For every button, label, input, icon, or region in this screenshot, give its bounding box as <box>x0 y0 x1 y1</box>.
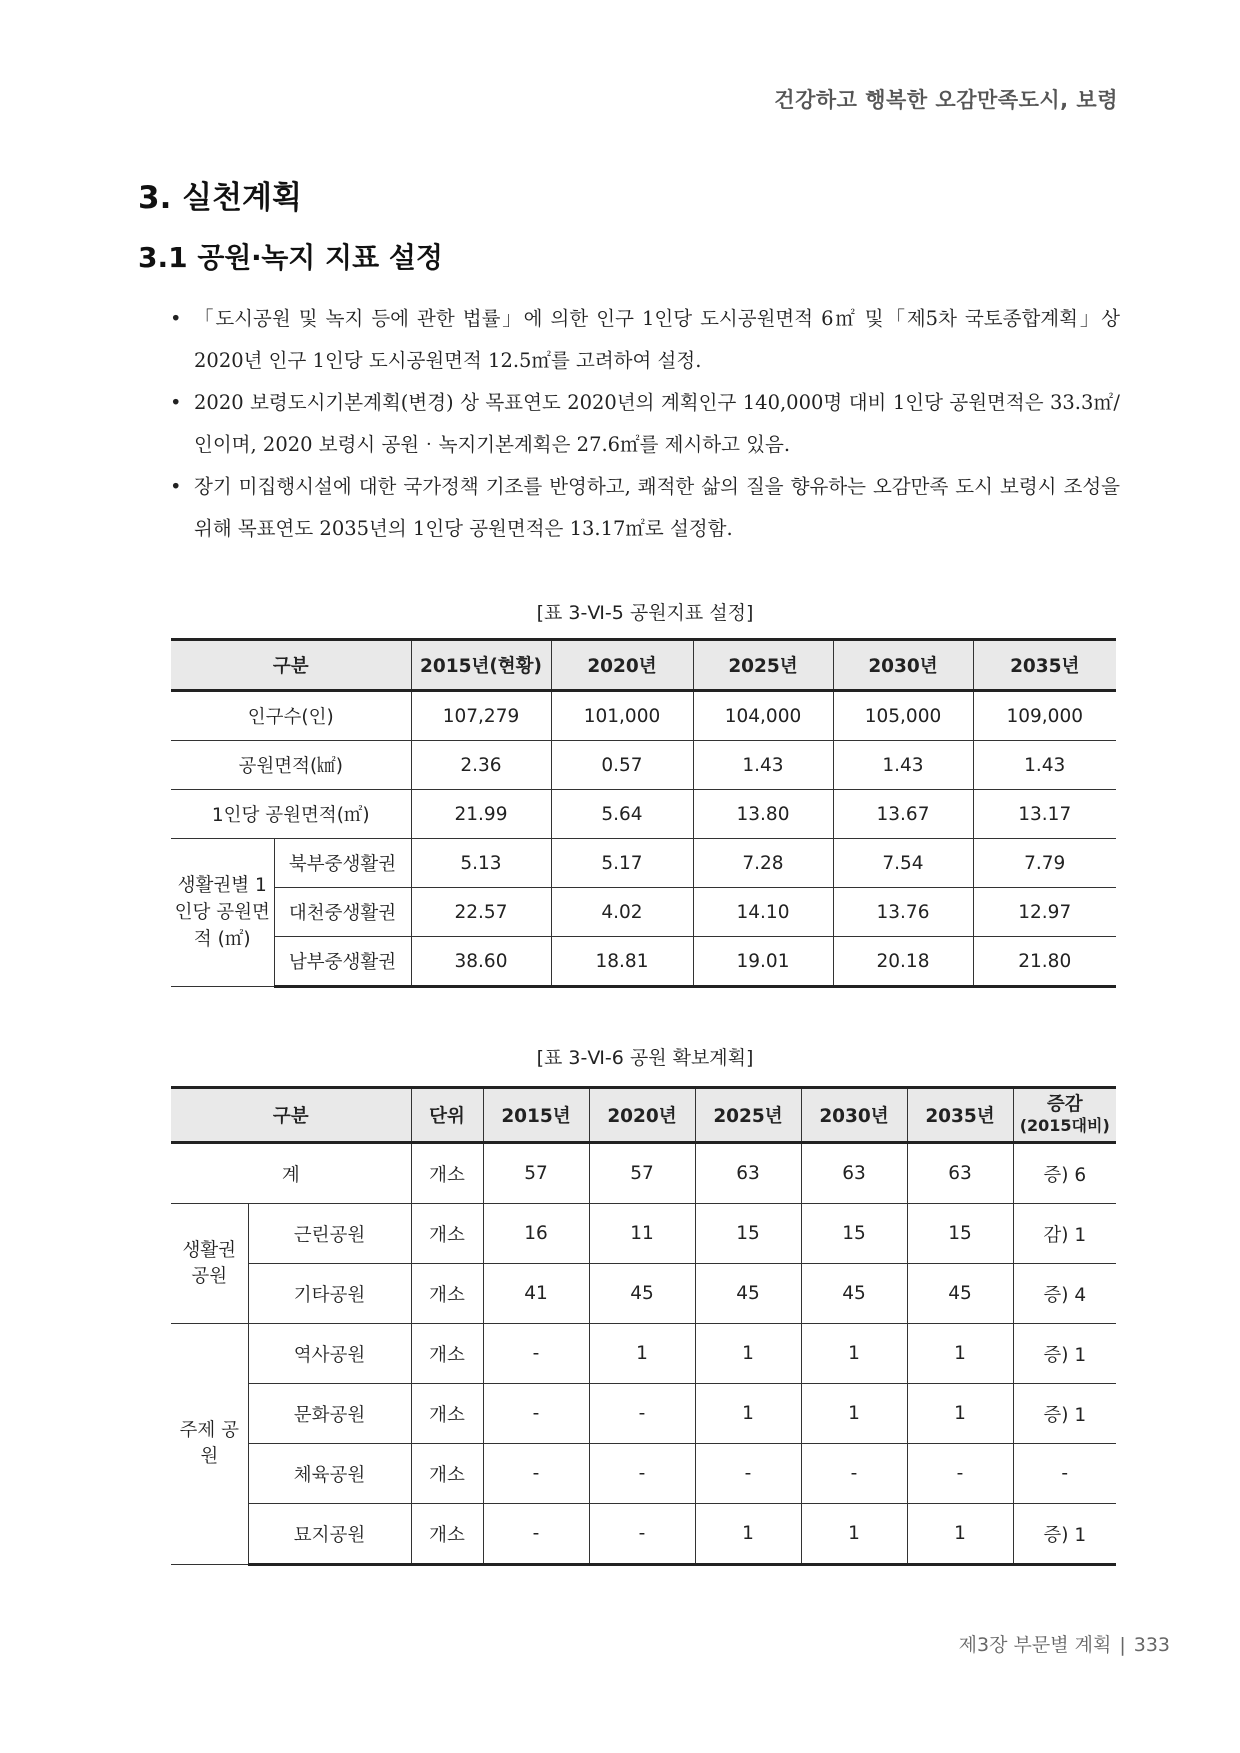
table-cell: 증) 6 <box>1013 1143 1116 1204</box>
table-cell: 개소 <box>411 1143 483 1204</box>
table-cell: 13.80 <box>693 790 833 839</box>
table-row <box>171 691 1116 741</box>
table-cell: - <box>589 1384 695 1444</box>
table-cell: 개소 <box>411 1204 483 1264</box>
table-cell: 14.10 <box>693 888 833 937</box>
table-cell: 105,000 <box>833 691 973 741</box>
row-label: 기타공원 <box>248 1264 411 1324</box>
row-label: 1인당 공원면적(㎡) <box>171 790 411 839</box>
table-cell: 5.13 <box>411 839 551 888</box>
table-cell: 7.28 <box>693 839 833 888</box>
table-cell: 45 <box>589 1264 695 1324</box>
footer-separator: | <box>1119 1634 1126 1656</box>
row-label: 역사공원 <box>248 1324 411 1384</box>
row-label: 북부중생활권 <box>274 839 411 888</box>
table-cell: 1 <box>695 1384 801 1444</box>
table-cell: 22.57 <box>411 888 551 937</box>
table-cell: 13.67 <box>833 790 973 839</box>
table-cell: 1 <box>907 1324 1013 1384</box>
table-cell: - <box>801 1444 907 1504</box>
header-cell: 2025년 <box>693 640 833 691</box>
table-cell: - <box>907 1444 1013 1504</box>
group-label: 생활권 공원 <box>171 1204 248 1324</box>
park-indicator-table <box>171 638 1116 988</box>
table-cell: 45 <box>907 1264 1013 1324</box>
table-row <box>171 1444 1116 1504</box>
header-cell: 2030년 <box>801 1088 907 1143</box>
header-cell: 2020년 <box>589 1088 695 1143</box>
table-row <box>171 741 1116 790</box>
header-cell: 2030년 <box>833 640 973 691</box>
table-row <box>171 1384 1116 1444</box>
table-cell: 4.02 <box>551 888 693 937</box>
row-label: 대천중생활권 <box>274 888 411 937</box>
table-header-row <box>171 1088 1116 1143</box>
table-cell: 38.60 <box>411 937 551 987</box>
table1-caption: [표 3-Ⅵ-5 공원지표 설정] <box>536 602 754 624</box>
table-cell: 1.43 <box>833 741 973 790</box>
table-cell: 13.17 <box>973 790 1116 839</box>
table-cell: 107,279 <box>411 691 551 741</box>
table-cell: - <box>483 1324 589 1384</box>
table-cell: - <box>483 1384 589 1444</box>
row-label: 계 <box>171 1143 411 1204</box>
table-cell: 11 <box>589 1204 695 1264</box>
table-cell: 1.43 <box>693 741 833 790</box>
table-row <box>171 839 1116 888</box>
table-cell: 16 <box>483 1204 589 1264</box>
table-cell: 12.97 <box>973 888 1116 937</box>
table-cell: - <box>695 1444 801 1504</box>
table-cell: 45 <box>801 1264 907 1324</box>
table-cell: 7.54 <box>833 839 973 888</box>
table-cell: 1 <box>801 1384 907 1444</box>
table-cell: 1 <box>695 1504 801 1565</box>
header-cell: 2020년 <box>551 640 693 691</box>
header-cell: 2025년 <box>695 1088 801 1143</box>
table-row <box>171 790 1116 839</box>
row-label: 체육공원 <box>248 1444 411 1504</box>
table-cell: 57 <box>483 1143 589 1204</box>
table-cell: 1 <box>801 1504 907 1565</box>
table-row <box>171 1264 1116 1324</box>
table-cell: 1.43 <box>973 741 1116 790</box>
row-label: 남부중생활권 <box>274 937 411 987</box>
table-cell: 21.99 <box>411 790 551 839</box>
table-cell: 63 <box>907 1143 1013 1204</box>
table-cell: 증) 1 <box>1013 1384 1116 1444</box>
row-label: 묘지공원 <box>248 1504 411 1565</box>
header-cell: 단위 <box>411 1088 483 1143</box>
group-label: 생활권별 1인당 공원면적 (㎡) <box>171 839 274 987</box>
table-cell: 감) 1 <box>1013 1204 1116 1264</box>
page-number: 333 <box>1133 1634 1170 1656</box>
table-cell: 개소 <box>411 1264 483 1324</box>
group-label: 주제 공원 <box>171 1324 248 1565</box>
table-cell: 0.57 <box>551 741 693 790</box>
table-cell: 1 <box>801 1324 907 1384</box>
table-row <box>171 1324 1116 1384</box>
table-cell: 개소 <box>411 1444 483 1504</box>
section-title: 3. 실천계획 <box>138 180 302 216</box>
header-cell: 2015년(현황) <box>411 640 551 691</box>
table-cell: - <box>589 1444 695 1504</box>
table-cell: 18.81 <box>551 937 693 987</box>
table-cell: 개소 <box>411 1504 483 1565</box>
table-cell: 57 <box>589 1143 695 1204</box>
table-cell: 1 <box>589 1324 695 1384</box>
subsection-title: 3.1 공원‧녹지 지표 설정 <box>138 241 443 274</box>
table-cell: 63 <box>695 1143 801 1204</box>
table-row <box>171 937 1116 987</box>
table-cell: 104,000 <box>693 691 833 741</box>
bullet-list <box>170 298 1120 550</box>
table-cell: - <box>483 1504 589 1565</box>
table-cell: - <box>483 1444 589 1504</box>
table-cell: 20.18 <box>833 937 973 987</box>
table-cell: 21.80 <box>973 937 1116 987</box>
header-cell: 구분 <box>171 1088 411 1143</box>
table-cell: 41 <box>483 1264 589 1324</box>
table-header-row <box>171 640 1116 691</box>
row-label: 문화공원 <box>248 1384 411 1444</box>
table-row <box>171 888 1116 937</box>
table-cell: 63 <box>801 1143 907 1204</box>
table-cell: 45 <box>695 1264 801 1324</box>
table-row <box>171 1204 1116 1264</box>
bullet-icon: • <box>170 475 182 498</box>
bullet-icon: • <box>170 391 182 414</box>
table-cell: 개소 <box>411 1324 483 1384</box>
table-cell: 109,000 <box>973 691 1116 741</box>
table-cell: 증) 1 <box>1013 1504 1116 1565</box>
table-cell: 1 <box>695 1324 801 1384</box>
table-cell: 증) 1 <box>1013 1324 1116 1384</box>
bullet-item: • 장기 미집행시설에 대한 국가정책 기조를 반영하고, 쾌적한 삶의 질을 향유하는 오감만족 도시 보령시 조성을 위해 목표연도 2035년의 1인당 공원면적은 13.17㎡로 설정함. <box>170 466 1120 550</box>
table-cell: 101,000 <box>551 691 693 741</box>
running-header: 건강하고 행복한 오감만족도시, 보령 <box>774 88 1118 112</box>
header-cell: 2015년 <box>483 1088 589 1143</box>
table-cell: 1 <box>907 1504 1013 1565</box>
table-row <box>171 1504 1116 1565</box>
table-cell: - <box>589 1504 695 1565</box>
footer-chapter: 제3장 부문별 계획 <box>958 1634 1112 1656</box>
table-row <box>171 1143 1116 1204</box>
table-cell: 7.79 <box>973 839 1116 888</box>
table-cell: 15 <box>695 1204 801 1264</box>
table-cell: - <box>1013 1444 1116 1504</box>
row-label: 근린공원 <box>248 1204 411 1264</box>
page-footer <box>959 1630 1170 1657</box>
table-cell: 1 <box>907 1384 1013 1444</box>
table-cell: 증) 4 <box>1013 1264 1116 1324</box>
table-cell: 5.17 <box>551 839 693 888</box>
table-cell: 5.64 <box>551 790 693 839</box>
bullet-item: • 2020 보령도시기본계획(변경) 상 목표연도 2020년의 계획인구 140,000명 대비 1인당 공원면적은 33.3㎡/인이며, 2020 보령시 공원‧녹지기본계획은 27.6㎡를 제시하고 있음. <box>170 382 1120 466</box>
header-cell: 구분 <box>171 640 411 691</box>
header-cell: 2035년 <box>973 640 1116 691</box>
row-label: 인구수(인) <box>171 691 411 741</box>
table2-caption: [표 3-Ⅵ-6 공원 확보계획] <box>536 1047 754 1069</box>
table-cell: 13.76 <box>833 888 973 937</box>
header-cell: 증감 (2015대비) <box>1013 1088 1116 1143</box>
table-cell: 2.36 <box>411 741 551 790</box>
header-cell: 2035년 <box>907 1088 1013 1143</box>
table-cell: 15 <box>907 1204 1013 1264</box>
bullet-icon: • <box>170 307 182 330</box>
row-label: 공원면적(㎢) <box>171 741 411 790</box>
table-cell: 개소 <box>411 1384 483 1444</box>
park-supply-plan-table <box>171 1086 1116 1566</box>
table-cell: 15 <box>801 1204 907 1264</box>
bullet-item: • 「도시공원 및 녹지 등에 관한 법률」에 의한 인구 1인당 도시공원면적 6㎡ 및「제5차 국토종합계획」상 2020년 인구 1인당 도시공원면적 12.5㎡를 고려하여 설정. <box>170 298 1120 382</box>
table-cell: 19.01 <box>693 937 833 987</box>
